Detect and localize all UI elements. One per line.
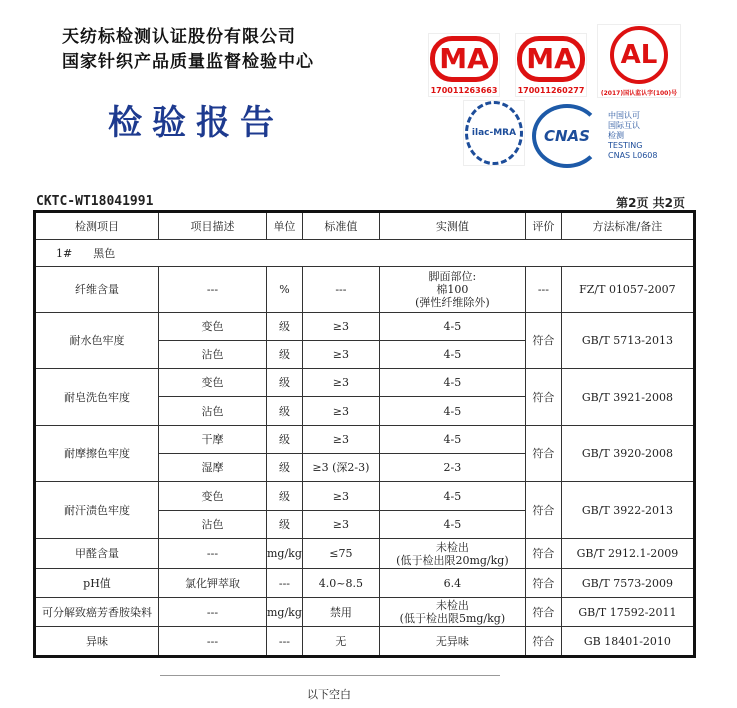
table-cell: 变色 bbox=[159, 369, 267, 397]
table-cell: --- bbox=[159, 267, 267, 313]
table-cell: ≥3 bbox=[302, 313, 379, 341]
table-header bbox=[35, 212, 695, 240]
table-cell: --- bbox=[159, 539, 267, 569]
table-cell: 符合 bbox=[525, 539, 561, 569]
table-cell: 4.0~8.5 bbox=[302, 569, 379, 598]
table-cell: 4-5 bbox=[379, 313, 525, 341]
col-header: 项目描述 bbox=[159, 212, 267, 240]
col-header: 标准值 bbox=[302, 212, 379, 240]
table-cell: ≥3 bbox=[302, 482, 379, 511]
table-row bbox=[35, 539, 695, 569]
table-cell: 干摩 bbox=[159, 426, 267, 454]
table-cell: ≤75 bbox=[302, 539, 379, 569]
table-cell: mg/kg bbox=[267, 539, 303, 569]
table-row bbox=[35, 482, 695, 511]
cell-line: 未检出 bbox=[435, 540, 469, 554]
table-cell: 无 bbox=[302, 627, 379, 657]
table-cell: 耐摩擦色牢度 bbox=[35, 426, 159, 482]
table-cell: 2-3 bbox=[379, 454, 525, 482]
table-cell: 异味 bbox=[35, 627, 159, 657]
table-cell: 6.4 bbox=[379, 569, 525, 598]
table-cell: 符合 bbox=[525, 313, 561, 369]
table-cell: GB/T 2912.1-2009 bbox=[561, 539, 694, 569]
company-name: 天纺标检测认证股份有限公司 bbox=[62, 27, 296, 47]
table-cell: 级 bbox=[267, 369, 303, 397]
blank-below-note: 以下空白 bbox=[307, 688, 351, 701]
table-row bbox=[35, 569, 695, 598]
results-table bbox=[33, 210, 696, 658]
ilac-mra-logo: ilac-MRA bbox=[463, 100, 525, 166]
table-cell: --- bbox=[302, 267, 379, 313]
col-header: 方法标准/备注 bbox=[561, 212, 694, 240]
table-cell: 级 bbox=[267, 313, 303, 341]
cell-line: 棉100 bbox=[436, 283, 469, 296]
table-cell: 氯化钾萃取 bbox=[159, 569, 267, 598]
table-cell: ≥3 bbox=[302, 511, 379, 539]
table-cell: 4-5 bbox=[379, 482, 525, 511]
table-cell: 级 bbox=[267, 397, 303, 426]
table-cell: ≥3 (深2-3) bbox=[302, 454, 379, 482]
table-cell: 可分解致癌芳香胺染料 bbox=[35, 598, 159, 627]
cell-line: (弹性纤维除外) bbox=[415, 296, 490, 309]
cal-logo: AL (2017)国认监认字(100)号 bbox=[597, 24, 681, 98]
table-cell: --- bbox=[525, 267, 561, 313]
table-cell: GB/T 7573-2009 bbox=[561, 569, 694, 598]
table-cell: 符合 bbox=[525, 369, 561, 426]
table-cell: ≥3 bbox=[302, 369, 379, 397]
table-cell: 变色 bbox=[159, 482, 267, 511]
table-cell: 符合 bbox=[525, 426, 561, 482]
table-cell: 禁用 bbox=[302, 598, 379, 627]
table-cell: GB/T 3921-2008 bbox=[561, 369, 694, 426]
cell-line: 脚面部位: bbox=[428, 270, 477, 283]
table-cell: GB 18401-2010 bbox=[561, 627, 694, 657]
table-cell bbox=[379, 267, 525, 313]
table-cell: 符合 bbox=[525, 627, 561, 657]
col-header: 单位 bbox=[267, 212, 303, 240]
table-cell: 级 bbox=[267, 511, 303, 539]
table-cell: 湿摩 bbox=[159, 454, 267, 482]
table-cell: mg/kg bbox=[267, 598, 303, 627]
report-number: CKTC-WT18041991 bbox=[36, 194, 154, 209]
table-cell: 级 bbox=[267, 454, 303, 482]
table-cell bbox=[379, 598, 525, 627]
center-name: 国家针织产品质量监督检验中心 bbox=[62, 52, 314, 72]
table-cell: 级 bbox=[267, 341, 303, 369]
col-header: 实测值 bbox=[379, 212, 525, 240]
table-cell: 沾色 bbox=[159, 397, 267, 426]
table-cell: 变色 bbox=[159, 313, 267, 341]
table-cell: 沾色 bbox=[159, 511, 267, 539]
table-cell: --- bbox=[159, 598, 267, 627]
table-cell: 4-5 bbox=[379, 369, 525, 397]
table-cell: --- bbox=[267, 627, 303, 657]
table-cell: ≥3 bbox=[302, 426, 379, 454]
cma-logo-1: MA 170011263663 bbox=[428, 33, 500, 97]
table-cell: % bbox=[267, 267, 303, 313]
table-cell: 沾色 bbox=[159, 341, 267, 369]
page-indicator: 第2页 共2页 bbox=[616, 196, 685, 210]
table-cell: 耐皂洗色牢度 bbox=[35, 369, 159, 426]
table-cell: 无异味 bbox=[379, 627, 525, 657]
table-cell: 4-5 bbox=[379, 397, 525, 426]
table-cell: 级 bbox=[267, 482, 303, 511]
cell-line: (低于检出限5mg/kg) bbox=[399, 612, 506, 625]
table-row bbox=[35, 369, 695, 397]
table-cell: --- bbox=[159, 627, 267, 657]
table-cell: 纤维含量 bbox=[35, 267, 159, 313]
table-cell: 级 bbox=[267, 426, 303, 454]
report-title: 检验报告 bbox=[108, 103, 284, 143]
cell-line: 未检出 bbox=[435, 599, 469, 612]
cnas-logo: CNAS 中国认可 国际互认 检测 TESTING CNAS L0608 bbox=[532, 106, 682, 166]
table-cell: 符合 bbox=[525, 598, 561, 627]
table-cell: GB/T 3920-2008 bbox=[561, 426, 694, 482]
table-row bbox=[35, 598, 695, 627]
table-cell: 耐汗渍色牢度 bbox=[35, 482, 159, 539]
table-cell: FZ/T 01057-2007 bbox=[561, 267, 694, 313]
table-cell: GB/T 5713-2013 bbox=[561, 313, 694, 369]
table-row bbox=[35, 627, 695, 657]
sample-label: 1# 黑色 bbox=[35, 240, 695, 267]
table-cell: 4-5 bbox=[379, 426, 525, 454]
cma-logo-2: MA 170011260277 bbox=[515, 33, 587, 97]
cell-line: (低于检出限20mg/kg) bbox=[396, 553, 509, 567]
table-cell: 符合 bbox=[525, 482, 561, 539]
table-cell bbox=[379, 539, 525, 569]
table-cell: ≥3 bbox=[302, 397, 379, 426]
table-cell: ≥3 bbox=[302, 341, 379, 369]
table-cell: pH值 bbox=[35, 569, 159, 598]
table-row bbox=[35, 267, 695, 313]
table-cell: GB/T 17592-2011 bbox=[561, 598, 694, 627]
table-cell: 4-5 bbox=[379, 341, 525, 369]
divider bbox=[160, 675, 500, 676]
table-cell: 符合 bbox=[525, 569, 561, 598]
table-cell: 耐水色牢度 bbox=[35, 313, 159, 369]
col-header: 评价 bbox=[525, 212, 561, 240]
col-header: 检测项目 bbox=[35, 212, 159, 240]
table-cell: 4-5 bbox=[379, 511, 525, 539]
table-row bbox=[35, 426, 695, 454]
table-row bbox=[35, 313, 695, 341]
table-cell: GB/T 3922-2013 bbox=[561, 482, 694, 539]
table-cell: 甲醛含量 bbox=[35, 539, 159, 569]
table-cell: --- bbox=[267, 569, 303, 598]
